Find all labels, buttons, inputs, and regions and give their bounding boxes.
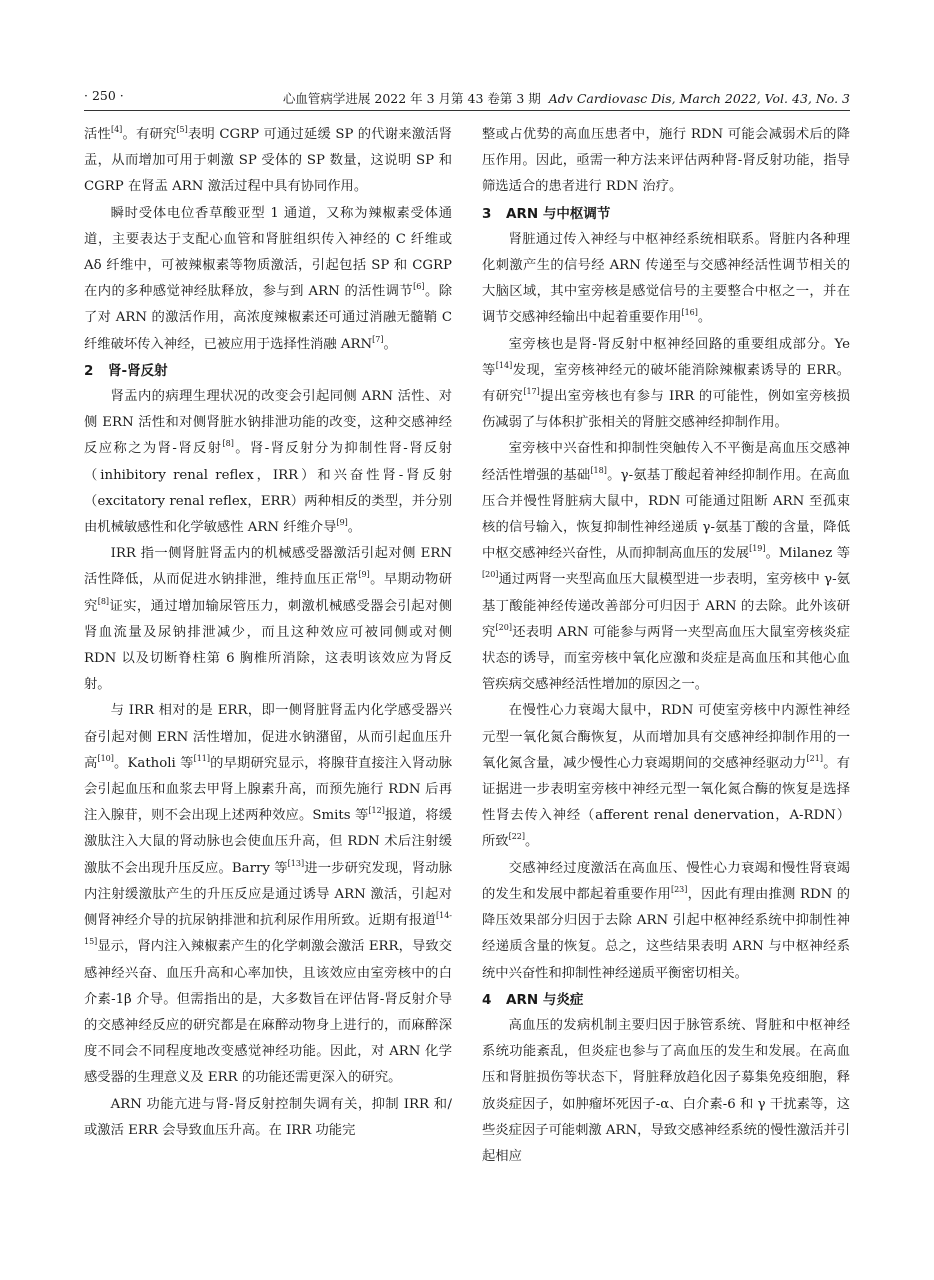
citation-marker: [8]: [222, 439, 234, 449]
citation-marker: [4]: [110, 125, 123, 134]
citation-marker: [19]: [749, 544, 766, 554]
paragraph: 高血压的发病机制主要归因于脉管系统、肾脏和中枢神经系统功能紊乱，但炎症也参与了高血压的发生和发展。在高血压和肾脏损伤等状态下，肾脏释放趋化因子募集免疫细胞，释放炎症因子，如肿瘤坏死因子-α、白介素-6 和 γ 干扰素等，这些炎症因子可能刺激 ARN，导致交感神经系统的慢性激活并引起相应: [482, 1017, 850, 1164]
citation-marker: [16]: [681, 308, 698, 318]
paragraph: 活性[4]。有研究[5]表明 CGRP 可通过延缓 SP 的代谢来激活肾盂，从而增加可用于刺激 SP 受体的 SP 数量，这说明 SP 和 CGRP 在肾盂 ARN 激活过程中具有协同作用。: [84, 125, 453, 195]
paragraph: 瞬时受体电位香草酸亚型 1 通道，又称为辣椒素受体通道，主要表达于支配心血管和肾脏组织传入神经的 C 纤维或 Aδ 纤维中，可被辣椒素等物质激活，引起包括 SP 和 CGRP 在内的多种感觉神经肽释放，参与到 ARN 的活性调节[6]。除了对 ARN 的激活作用，高浓度辣椒素还可通过消融无髓鞘 C 纤维破坏传入神经，已被应用于选择性消融 ARN[7]。: [84, 205, 452, 352]
citation-marker: [17]: [523, 387, 540, 397]
citation-marker: [14-15]: [84, 911, 452, 947]
section-heading: [482, 201, 850, 227]
paragraph: 与 IRR 相对的是 ERR，即一侧肾脏肾盂内化学感受器兴奋引起对侧 ERN 活性增加，促进水钠潴留，从而引起血压升高[10]。Katholi 等[11]的早期研究显示，将腺苷直接注入肾动脉会引起血压和血浆去甲肾上腺素升高，而预先施行 RDN 后再注入腺苷，则不会出现上述两种效应。Smits 等[12]报道，将缓激肽注入大鼠的肾动脉也会使血压升高，但 RDN 术后注射缓激肽不会出现升压反应。Barry 等[13]进一步研究发现，肾动脉内注射缓激肽产生的升压反应是通过诱导 ARN 激活，引起对侧肾神经介导的抗尿钠排泄和抗利尿作用所致。近期有报道[14-15]显示，肾内注入辣椒素产生的化学刺激会激活 ERR，导致交感神经兴奋、血压升高和心率加快，且该效应由室旁核中的白介素-1β 介导。但需指出的是，大多数旨在评估肾-肾反射介导的交感神经反应的研究都是在麻醉动物身上进行的，而麻醉深度不同会不同程度地改变感觉神经功能。因此，对 ARN 化学感受器的生理意义及 ERR 的功能还需更深入的研究。: [84, 703, 453, 1086]
journal-citation: [283, 89, 850, 107]
citation-marker: [23]: [670, 884, 688, 894]
citation-marker: [6]: [413, 282, 425, 292]
paragraph: 整或占优势的高血压患者中，施行 RDN 可能会减弱术后的降压作用。因此，亟需一种方法来评估两种肾-肾反射功能，指导筛选适合的患者进行 RDN 治疗。: [482, 127, 850, 195]
section-title: ARN 与炎症: [506, 991, 584, 1008]
citation-marker: [22]: [508, 832, 526, 842]
citation-marker: [20]: [495, 622, 512, 632]
citation-marker: [14]: [495, 360, 513, 370]
citation-marker: [9]: [336, 518, 348, 528]
citation-marker: [18]: [590, 465, 607, 475]
citation-marker: [5]: [176, 125, 188, 134]
paragraph: 室旁核中兴奋性和抑制性突触传入不平衡是高血压交感神经活性增强的基础[18]。γ-氨基丁酸起着神经抑制作用。在高血压合并慢性肾脏病大鼠中，RDN 可能通过阻断 ARN 至孤束核的信号输入，恢复抑制性神经递质 γ-氨基丁酸的含量，降低中枢交感神经兴奋性，从而抑制高血压的发展[19]。Milanez 等[20]通过两肾一夹型高血压大鼠模型进一步表明，室旁核中 γ-氨基丁酸能神经传递改善部分可归因于 ARN 的去除。此外该研究[20]还表明 ARN 可能参与两肾一夹型高血压大鼠室旁核炎症状态的诱导，而室旁核中氧化应激和炎症是高血压和其他心血管疾病交感神经活性增加的原因之一。: [482, 441, 851, 693]
journal-name-cn: 心血管病学进展 2022 年 3 月第 43 卷第 3 期: [282, 91, 541, 106]
citation-marker: [8]: [97, 596, 110, 606]
section-title: 肾-肾反射: [108, 362, 168, 379]
citation-marker: [21]: [806, 753, 823, 763]
left-column: [84, 122, 452, 1144]
citation-marker: [7]: [372, 334, 384, 344]
section-heading: [84, 358, 452, 384]
citation-marker: [11]: [193, 753, 210, 763]
citation-marker: [13]: [287, 858, 305, 868]
page-number: · 250 ·: [84, 88, 124, 103]
section-number: 4: [482, 991, 492, 1008]
section-number: 2: [84, 362, 94, 379]
paragraph: 交感神经过度激活在高血压、慢性心力衰竭和慢性肾衰竭的发生和发展中都起着重要作用[23]，因此有理由推测 RDN 的降压效果部分归因于去除 ARN 引起中枢神经系统中抑制性神经递质含量的恢复。总之，这些结果表明 ARN 与中枢神经系统中兴奋性和抑制性神经递质平衡密切相关。: [482, 860, 851, 981]
citation-marker: [12]: [368, 806, 385, 816]
right-column: [482, 122, 850, 1170]
paragraph: 在慢性心力衰竭大鼠中，RDN 可使室旁核中内源性神经元型一氧化氮合酶恢复，从而增加具有交感神经抑制作用的一氧化氮含量，减少慢性心力衰竭期间的交感神经驱动力[21]。有证据进一步表明室旁核中神经元型一氧化氮合酶的恢复是选择性肾去传入神经（afferent renal denervation，A-RDN）所致[22]。: [482, 703, 851, 850]
journal-name-en: Adv Cardiovasc Dis, March 2022, Vol. 43, No. 3: [548, 91, 850, 106]
paragraph: 肾脏通过传入神经与中枢神经系统相联系。肾脏内各种理化刺激产生的信号经 ARN 传递至与交感神经活性调节相关的大脑区域，其中室旁核是感觉信号的主要整合中枢之一，并在调节交感神经输出中起着重要作用[16]。: [482, 231, 850, 326]
paragraph: IRR 指一侧肾脏肾盂内的机械感受器激活引起对侧 ERN 活性降低，从而促进水钠排泄，维持血压正常[9]。早期动物研究[8]证实，通过增加输尿管压力，刺激机械感受器会引起对侧肾血流量及尿钠排泄减少，而且这种效应可被同侧或对侧 RDN 以及切断脊柱第 6 胸椎所消除，这表明该效应为肾反射。: [84, 546, 453, 693]
paragraph: ARN 功能亢进与肾-肾反射控制失调有关，抑制 IRR 和/或激活 ERR 会导致血压升高。在 IRR 功能完: [84, 1096, 452, 1138]
section-number: 3: [482, 205, 492, 222]
citation-marker: [9]: [358, 570, 370, 580]
citation-marker: [20]: [482, 570, 499, 580]
section-heading: [482, 987, 850, 1013]
paragraph: 室旁核也是肾-肾反射中枢神经回路的重要组成部分。Ye 等[14]发现，室旁核神经元的破坏能消除辣椒素诱导的 ERR。有研究[17]提出室旁核也有参与 IRR 的可能性，例如室旁核损伤减弱了与体积扩张相关的肾脏交感神经抑制作用。: [482, 336, 851, 431]
running-header: [84, 86, 850, 111]
section-title: ARN 与中枢调节: [506, 205, 611, 222]
paragraph: 肾盂内的病理生理状况的改变会引起同侧 ARN 活性、对侧 ERN 活性和对侧肾脏水钠排泄功能的改变，这种交感神经反应称之为肾-肾反射[8]。肾-肾反射分为抑制性肾-肾反射（inhibitory renal reflex，IRR）和兴奋性肾-肾反射（excitatory renal reflex，ERR）两种相反的类型，并分别由机械敏感性和化学敏感性 ARN 纤维介导[9]。: [84, 389, 452, 536]
citation-marker: [10]: [97, 753, 114, 763]
